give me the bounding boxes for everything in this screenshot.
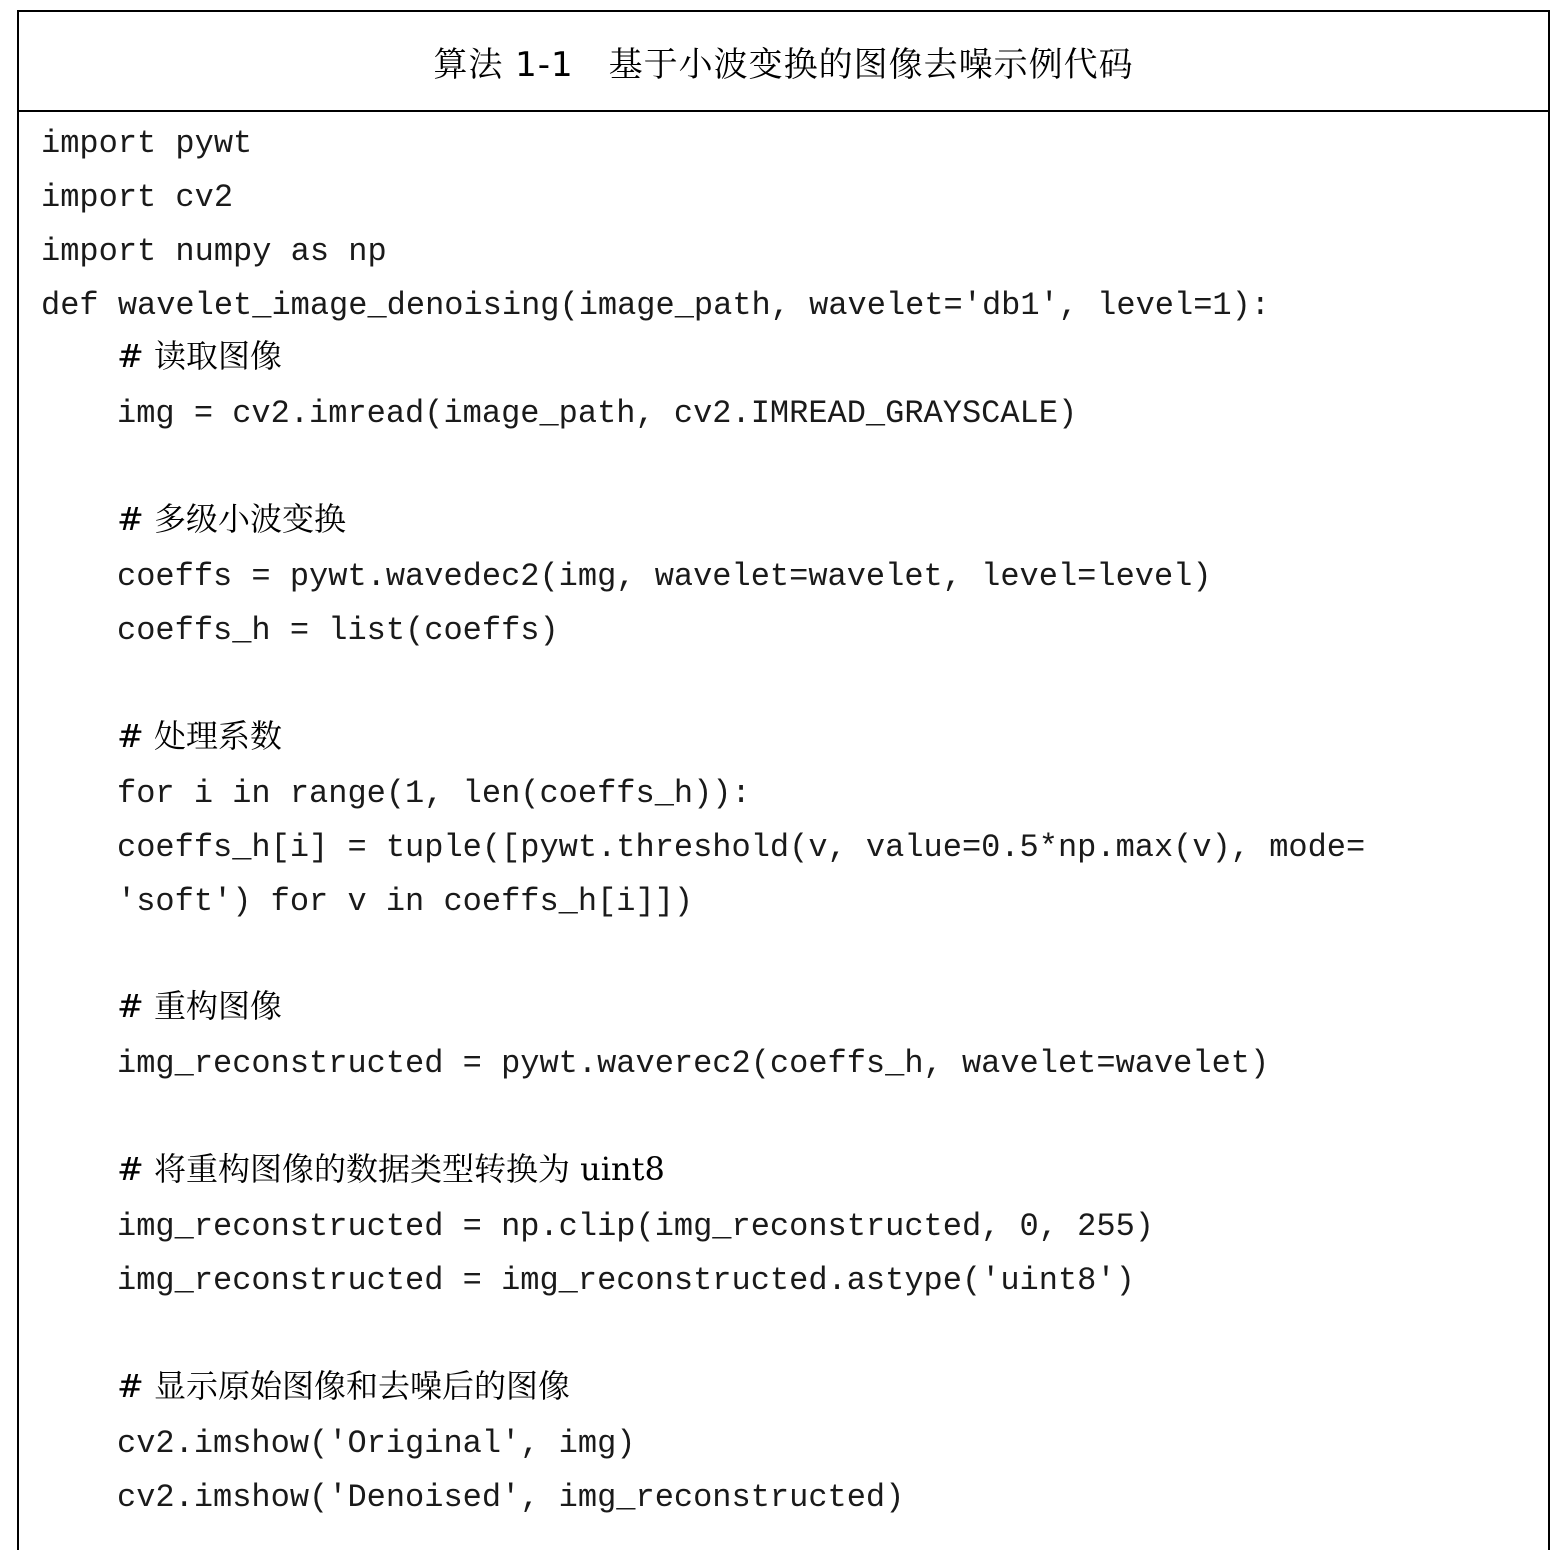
code-comment: # 读取图像: [117, 337, 282, 375]
code-listing-frame: [17, 10, 1550, 1550]
code-line: img_reconstructed = img_reconstructed.astype('uint8'): [117, 1262, 1135, 1299]
code-line: import pywt: [41, 125, 253, 162]
code-line: def wavelet_image_denoising(image_path, wavelet='db1', level=1):: [41, 287, 1270, 324]
code-line: coeffs = pywt.wavedec2(img, wavelet=wavelet, level=level): [117, 558, 1212, 595]
code-line: coeffs_h = list(coeffs): [117, 612, 559, 649]
code-line: import numpy as np: [41, 233, 387, 270]
code-comment: # 将重构图像的数据类型转换为 uint8: [117, 1150, 665, 1188]
code-comment: # 处理系数: [117, 717, 282, 755]
code-line: img_reconstructed = pywt.waverec2(coeffs_h, wavelet=wavelet): [117, 1045, 1270, 1082]
code-line: cv2.imshow('Denoised', img_reconstructed): [117, 1479, 905, 1516]
code-line: for i in range(1, len(coeffs_h)):: [117, 775, 751, 812]
code-line: 'soft') for v in coeffs_h[i]]): [117, 883, 694, 920]
code-comment: # 显示原始图像和去噪后的图像: [117, 1367, 570, 1405]
code-line: cv2.imshow('Original', img): [117, 1425, 636, 1462]
code-line: img = cv2.imread(image_path, cv2.IMREAD_GRAYSCALE): [117, 395, 1078, 432]
code-comment: # 多级小波变换: [117, 500, 346, 538]
code-comment: # 重构图像: [117, 987, 282, 1025]
listing-header: [19, 12, 1548, 112]
code-line: import cv2: [41, 179, 234, 216]
listing-title: 算法 1-1 基于小波变换的图像去噪示例代码: [433, 44, 1134, 85]
code-line: coeffs_h[i] = tuple([pywt.threshold(v, value=0.5*np.max(v), mode=: [117, 829, 1366, 866]
code-line: img_reconstructed = np.clip(img_reconstructed, 0, 255): [117, 1208, 1154, 1245]
